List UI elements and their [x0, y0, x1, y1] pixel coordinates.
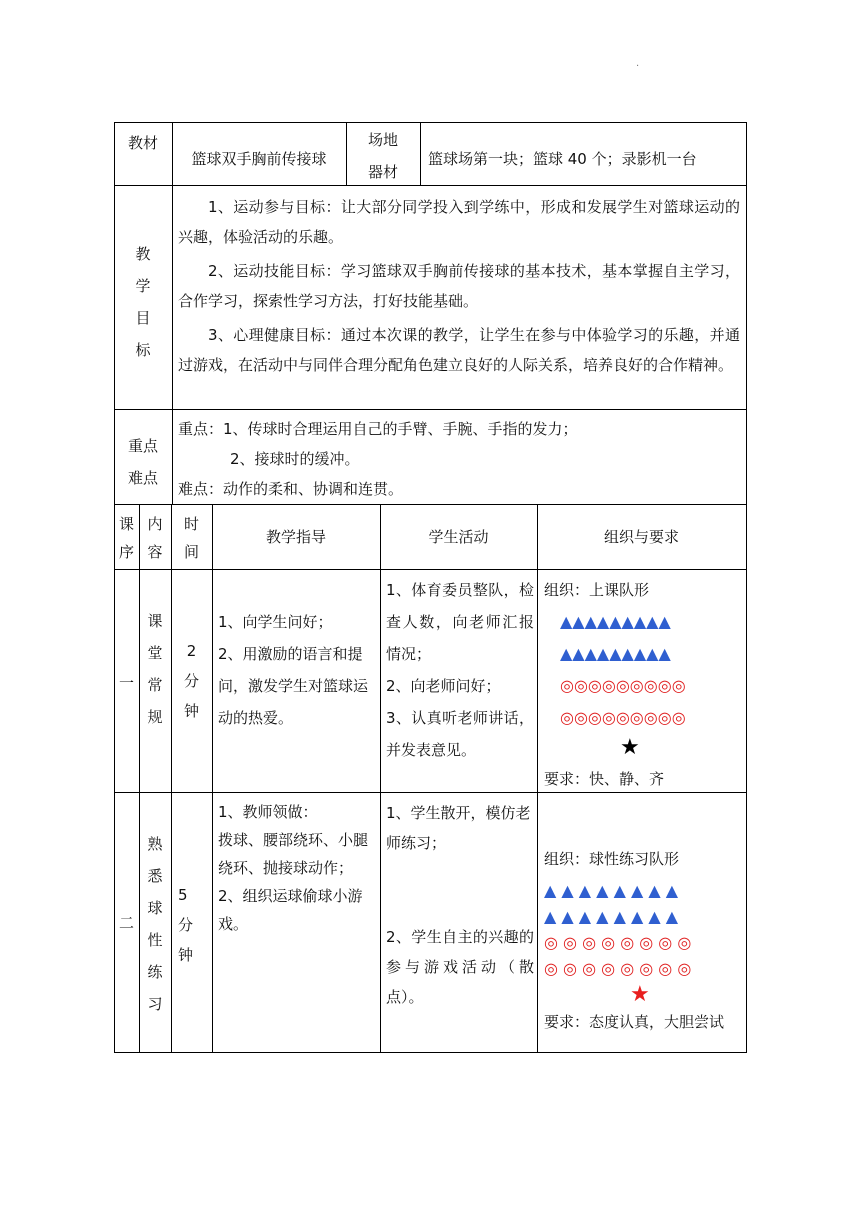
- part2-circle-row-2: ◎ ◎ ◎ ◎ ◎ ◎ ◎ ◎: [544, 959, 692, 978]
- part1-triangle-row-1: ▲▲▲▲▲▲▲▲▲: [560, 612, 671, 631]
- part1-triangle-row-2: ▲▲▲▲▲▲▲▲▲: [560, 644, 671, 663]
- header-time: 时 间: [183, 515, 199, 561]
- part1-teacher-star-icon: ★: [620, 735, 640, 760]
- part1-order: 一: [118, 674, 134, 692]
- part1-org: [544, 574, 744, 795]
- keypoints-text: [178, 414, 740, 504]
- part2-org-label: 组织：球性练习队形: [544, 850, 680, 868]
- difficulty-line: 难点：动作的柔和、协调和连贯。: [178, 480, 404, 498]
- part2-teacher-star-icon: ★: [630, 982, 650, 1007]
- header-org: 组织与要求: [603, 528, 679, 546]
- part2-org: [544, 846, 744, 1035]
- goal-skill: 2、运动技能目标：学习篮球双手胸前传接球的基本技术，基本掌握自主学习，合作学习，探索性学习方法，打好技能基础。: [178, 262, 740, 310]
- keypoint-line-2: 2、接球时的缓冲。: [230, 450, 360, 468]
- material-value: 篮球双手胸前传接球: [191, 150, 327, 168]
- part1-time: 2 分 钟: [183, 642, 199, 720]
- label-venue-1: 场地: [367, 131, 398, 149]
- part2-circle-row-1: ◎ ◎ ◎ ◎ ◎ ◎ ◎ ◎: [544, 933, 692, 952]
- part2-triangle-row-2: ▲ ▲ ▲ ▲ ▲ ▲ ▲ ▲: [544, 907, 679, 926]
- part1-content: 课 堂 常 规: [147, 612, 163, 726]
- label-venue-2: 器材: [367, 163, 398, 181]
- part2-time: 5 分 钟: [178, 886, 194, 964]
- part1-circle-row-1: ◎◎◎◎◎◎◎◎◎: [560, 676, 686, 695]
- label-material: 教材: [127, 134, 158, 152]
- header-content: 内 容: [147, 515, 163, 561]
- goal-participation: 1、运动参与目标：让大部分同学投入到学练中，形成和发展学生对篮球运动的兴趣，体验活动的乐趣。: [178, 198, 740, 246]
- goals-label: 教 学 目 标: [135, 245, 151, 359]
- part2-order: 二: [118, 914, 134, 932]
- part2-content: 熟 悉 球 性 练 习: [147, 835, 163, 1013]
- keypoint-line-1: 重点：1、传球时合理运用自己的手臂、手腕、手指的发力；: [178, 420, 578, 438]
- part1-org-label: 组织：上课队形: [544, 581, 650, 599]
- part1-activity: 1、体育委员整队，检查人数，向老师汇报情况； 2、向老师问好； 3、认真听老师讲话，并发表意见。: [386, 581, 534, 759]
- part1-guide: 1、向学生问好； 2、用激励的语言和提问，激发学生对篮球运动的热爱。: [218, 613, 369, 727]
- page-mark: .: [636, 58, 640, 69]
- venue-value: 篮球场第一块；篮球 40 个；录影机一台: [428, 150, 697, 168]
- part2-activity: 1、学生散开，模仿老师练习； 2、学生自主的兴趣的参与游戏活动（散点）。: [386, 804, 534, 1006]
- part2-guide: 1、教师领做： 拨球、腰部绕环、小腿绕环、抛接球动作； 2、组织运球偷球小游戏。: [218, 803, 369, 933]
- part1-circle-row-2: ◎◎◎◎◎◎◎◎◎: [560, 708, 686, 727]
- header-activity: 学生活动: [428, 528, 489, 546]
- header-guide: 教学指导: [265, 528, 326, 546]
- goals-text: [178, 192, 740, 380]
- part2-triangle-row-1: ▲ ▲ ▲ ▲ ▲ ▲ ▲ ▲: [544, 881, 679, 900]
- part2-requirement: 要求：态度认真，大胆尝试: [544, 1013, 725, 1031]
- goal-health: 3、心理健康目标：通过本次课的教学，让学生在参与中体验学习的乐趣，并通过游戏，在活动中与同伴合理分配角色建立良好的人际关系，培养良好的合作精神。: [178, 326, 740, 374]
- keypoints-label: 重点 难点: [127, 437, 158, 487]
- header-order: 课 序: [118, 515, 134, 561]
- part1-requirement: 要求：快、静、齐: [544, 770, 665, 788]
